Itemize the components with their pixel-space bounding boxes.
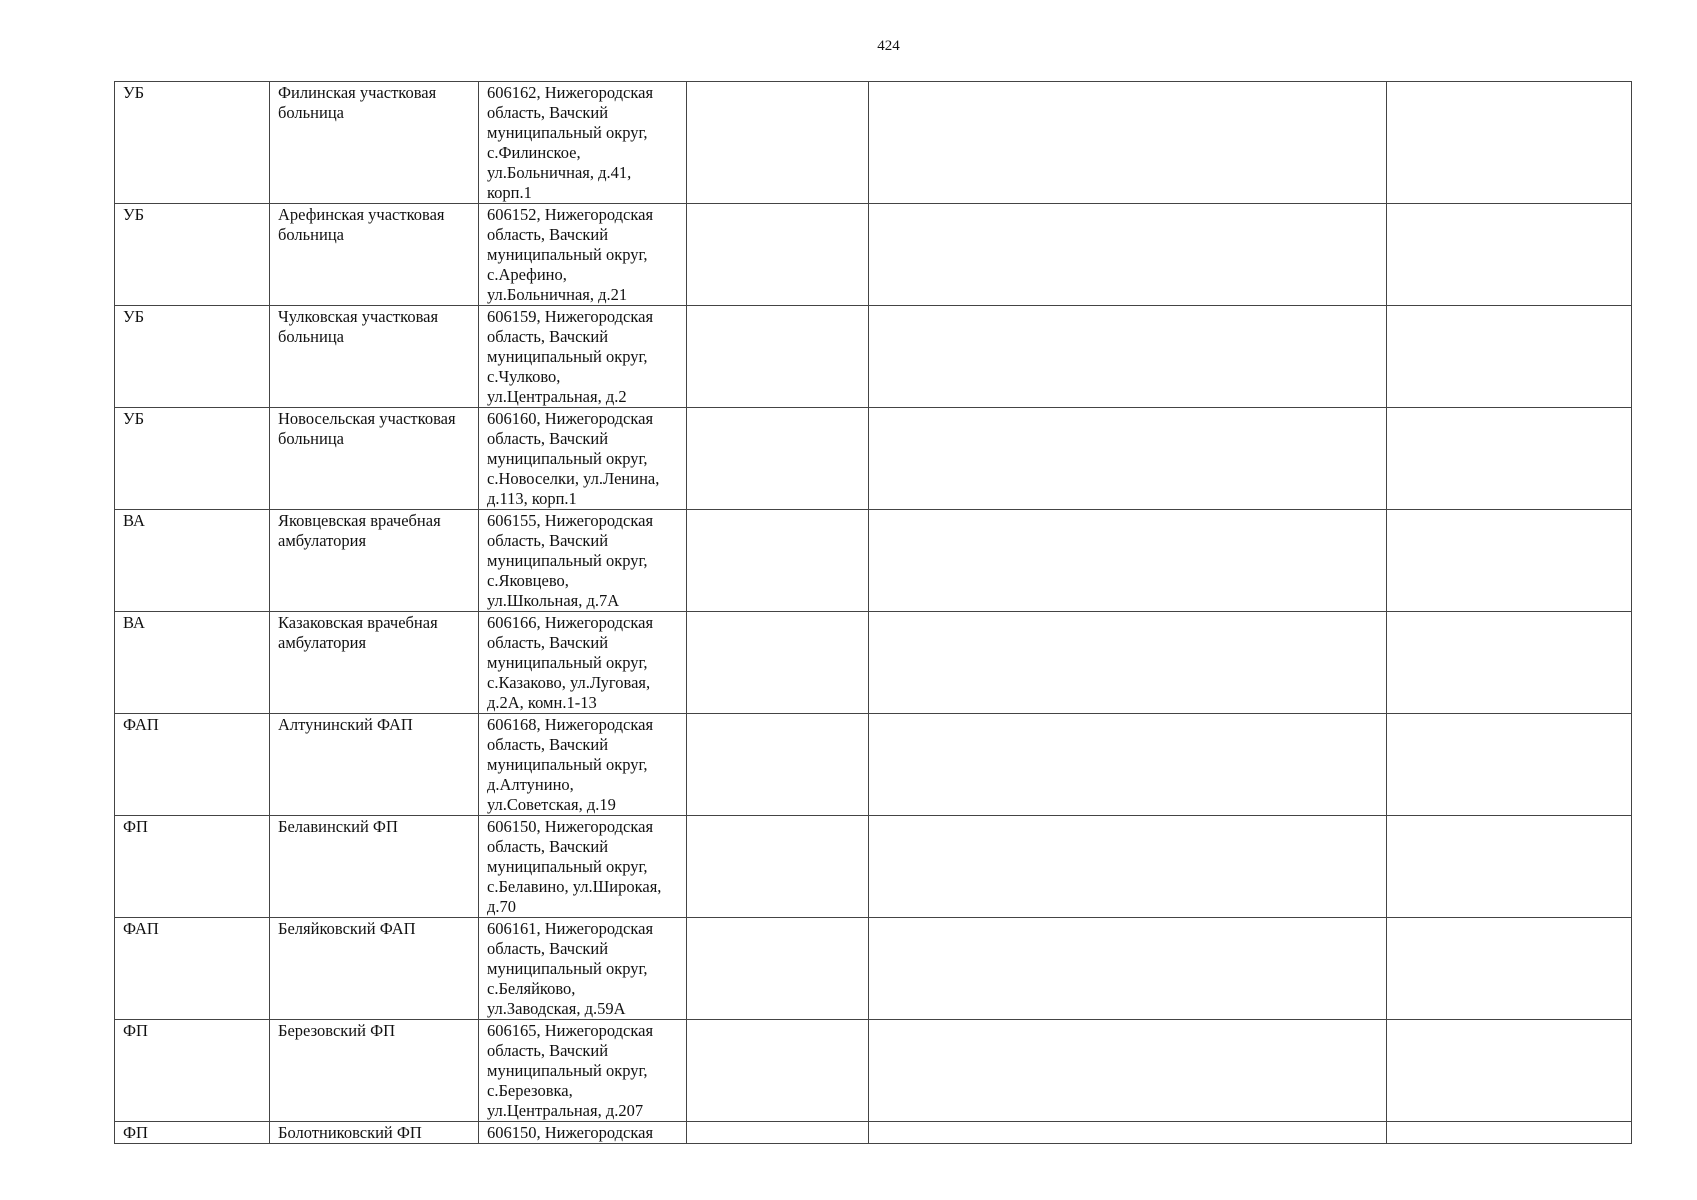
- facility-type-cell: ВА: [115, 612, 270, 714]
- table-row: [115, 510, 1632, 612]
- table-row: [115, 408, 1632, 510]
- table-row: [115, 612, 1632, 714]
- facility-address-cell: 606152, Нижегородская область, Вачский муниципальный округ, с.Арефино, ул.Больничная, д.21: [479, 204, 687, 306]
- facility-name-cell: Чулковская участковая больница: [270, 306, 479, 408]
- facility-address-cell: 606165, Нижегородская область, Вачский муниципальный округ, с.Березовка, ул.Центральная, д.207: [479, 1020, 687, 1122]
- facility-address-cell: 606155, Нижегородская область, Вачский муниципальный округ, с.Яковцево, ул.Школьная, д.7А: [479, 510, 687, 612]
- empty-cell: [1387, 1020, 1632, 1122]
- empty-cell: [687, 612, 869, 714]
- empty-cell: [687, 204, 869, 306]
- facility-type-cell: УБ: [115, 204, 270, 306]
- facility-address-cell: 606159, Нижегородская область, Вачский муниципальный округ, с.Чулково, ул.Центральная, д.2: [479, 306, 687, 408]
- empty-cell: [869, 204, 1387, 306]
- table-row: [115, 82, 1632, 204]
- facility-type-cell: ФП: [115, 1122, 270, 1144]
- table-row: [115, 306, 1632, 408]
- facility-type-cell: УБ: [115, 82, 270, 204]
- table-row: [115, 204, 1632, 306]
- empty-cell: [687, 1020, 869, 1122]
- facility-address-cell: 606150, Нижегородская: [479, 1122, 687, 1144]
- empty-cell: [869, 612, 1387, 714]
- facility-type-cell: ФП: [115, 816, 270, 918]
- empty-cell: [1387, 612, 1632, 714]
- empty-cell: [687, 510, 869, 612]
- empty-cell: [687, 714, 869, 816]
- facility-name-cell: Беляйковский ФАП: [270, 918, 479, 1020]
- empty-cell: [1387, 408, 1632, 510]
- empty-cell: [687, 408, 869, 510]
- facility-name-cell: Березовский ФП: [270, 1020, 479, 1122]
- table-row: [115, 1020, 1632, 1122]
- facility-address-cell: 606160, Нижегородская область, Вачский муниципальный округ, с.Новоселки, ул.Ленина, д.113, корп.1: [479, 408, 687, 510]
- empty-cell: [869, 714, 1387, 816]
- empty-cell: [869, 510, 1387, 612]
- facilities-table: [114, 81, 1632, 1144]
- empty-cell: [1387, 204, 1632, 306]
- table-row: [115, 816, 1632, 918]
- facility-address-cell: 606161, Нижегородская область, Вачский муниципальный округ, с.Беляйково, ул.Заводская, д.59А: [479, 918, 687, 1020]
- facility-type-cell: ФАП: [115, 918, 270, 1020]
- empty-cell: [687, 816, 869, 918]
- facility-name-cell: Филинская участковая больница: [270, 82, 479, 204]
- facility-address-cell: 606162, Нижегородская область, Вачский муниципальный округ, с.Филинское, ул.Больничная, д.41, корп.1: [479, 82, 687, 204]
- facility-name-cell: Белавинский ФП: [270, 816, 479, 918]
- empty-cell: [687, 1122, 869, 1144]
- facility-name-cell: Алтунинский ФАП: [270, 714, 479, 816]
- empty-cell: [869, 82, 1387, 204]
- empty-cell: [1387, 1122, 1632, 1144]
- facility-address-cell: 606168, Нижегородская область, Вачский муниципальный округ, д.Алтунино, ул.Советская, д.19: [479, 714, 687, 816]
- empty-cell: [687, 82, 869, 204]
- table-row: [115, 714, 1632, 816]
- table-row: [115, 918, 1632, 1020]
- facility-type-cell: ФП: [115, 1020, 270, 1122]
- empty-cell: [1387, 918, 1632, 1020]
- facility-type-cell: ФАП: [115, 714, 270, 816]
- empty-cell: [869, 918, 1387, 1020]
- empty-cell: [1387, 82, 1632, 204]
- empty-cell: [869, 306, 1387, 408]
- empty-cell: [869, 1020, 1387, 1122]
- table-row: [115, 1122, 1632, 1144]
- empty-cell: [869, 408, 1387, 510]
- facility-address-cell: 606166, Нижегородская область, Вачский муниципальный округ, с.Казаково, ул.Луговая, д.2А, комн.1-13: [479, 612, 687, 714]
- empty-cell: [1387, 510, 1632, 612]
- empty-cell: [1387, 714, 1632, 816]
- page-number: 424: [877, 38, 900, 54]
- empty-cell: [869, 1122, 1387, 1144]
- empty-cell: [1387, 306, 1632, 408]
- facility-name-cell: Новосельская участковая больница: [270, 408, 479, 510]
- facility-type-cell: ВА: [115, 510, 270, 612]
- facility-name-cell: Казаковская врачебная амбулатория: [270, 612, 479, 714]
- empty-cell: [1387, 816, 1632, 918]
- facility-name-cell: Арефинская участковая больница: [270, 204, 479, 306]
- empty-cell: [687, 918, 869, 1020]
- empty-cell: [687, 306, 869, 408]
- facility-name-cell: Яковцевская врачебная амбулатория: [270, 510, 479, 612]
- facility-address-cell: 606150, Нижегородская область, Вачский муниципальный округ, с.Белавино, ул.Широкая, д.70: [479, 816, 687, 918]
- empty-cell: [869, 816, 1387, 918]
- facility-name-cell: Болотниковский ФП: [270, 1122, 479, 1144]
- facility-type-cell: УБ: [115, 408, 270, 510]
- facility-type-cell: УБ: [115, 306, 270, 408]
